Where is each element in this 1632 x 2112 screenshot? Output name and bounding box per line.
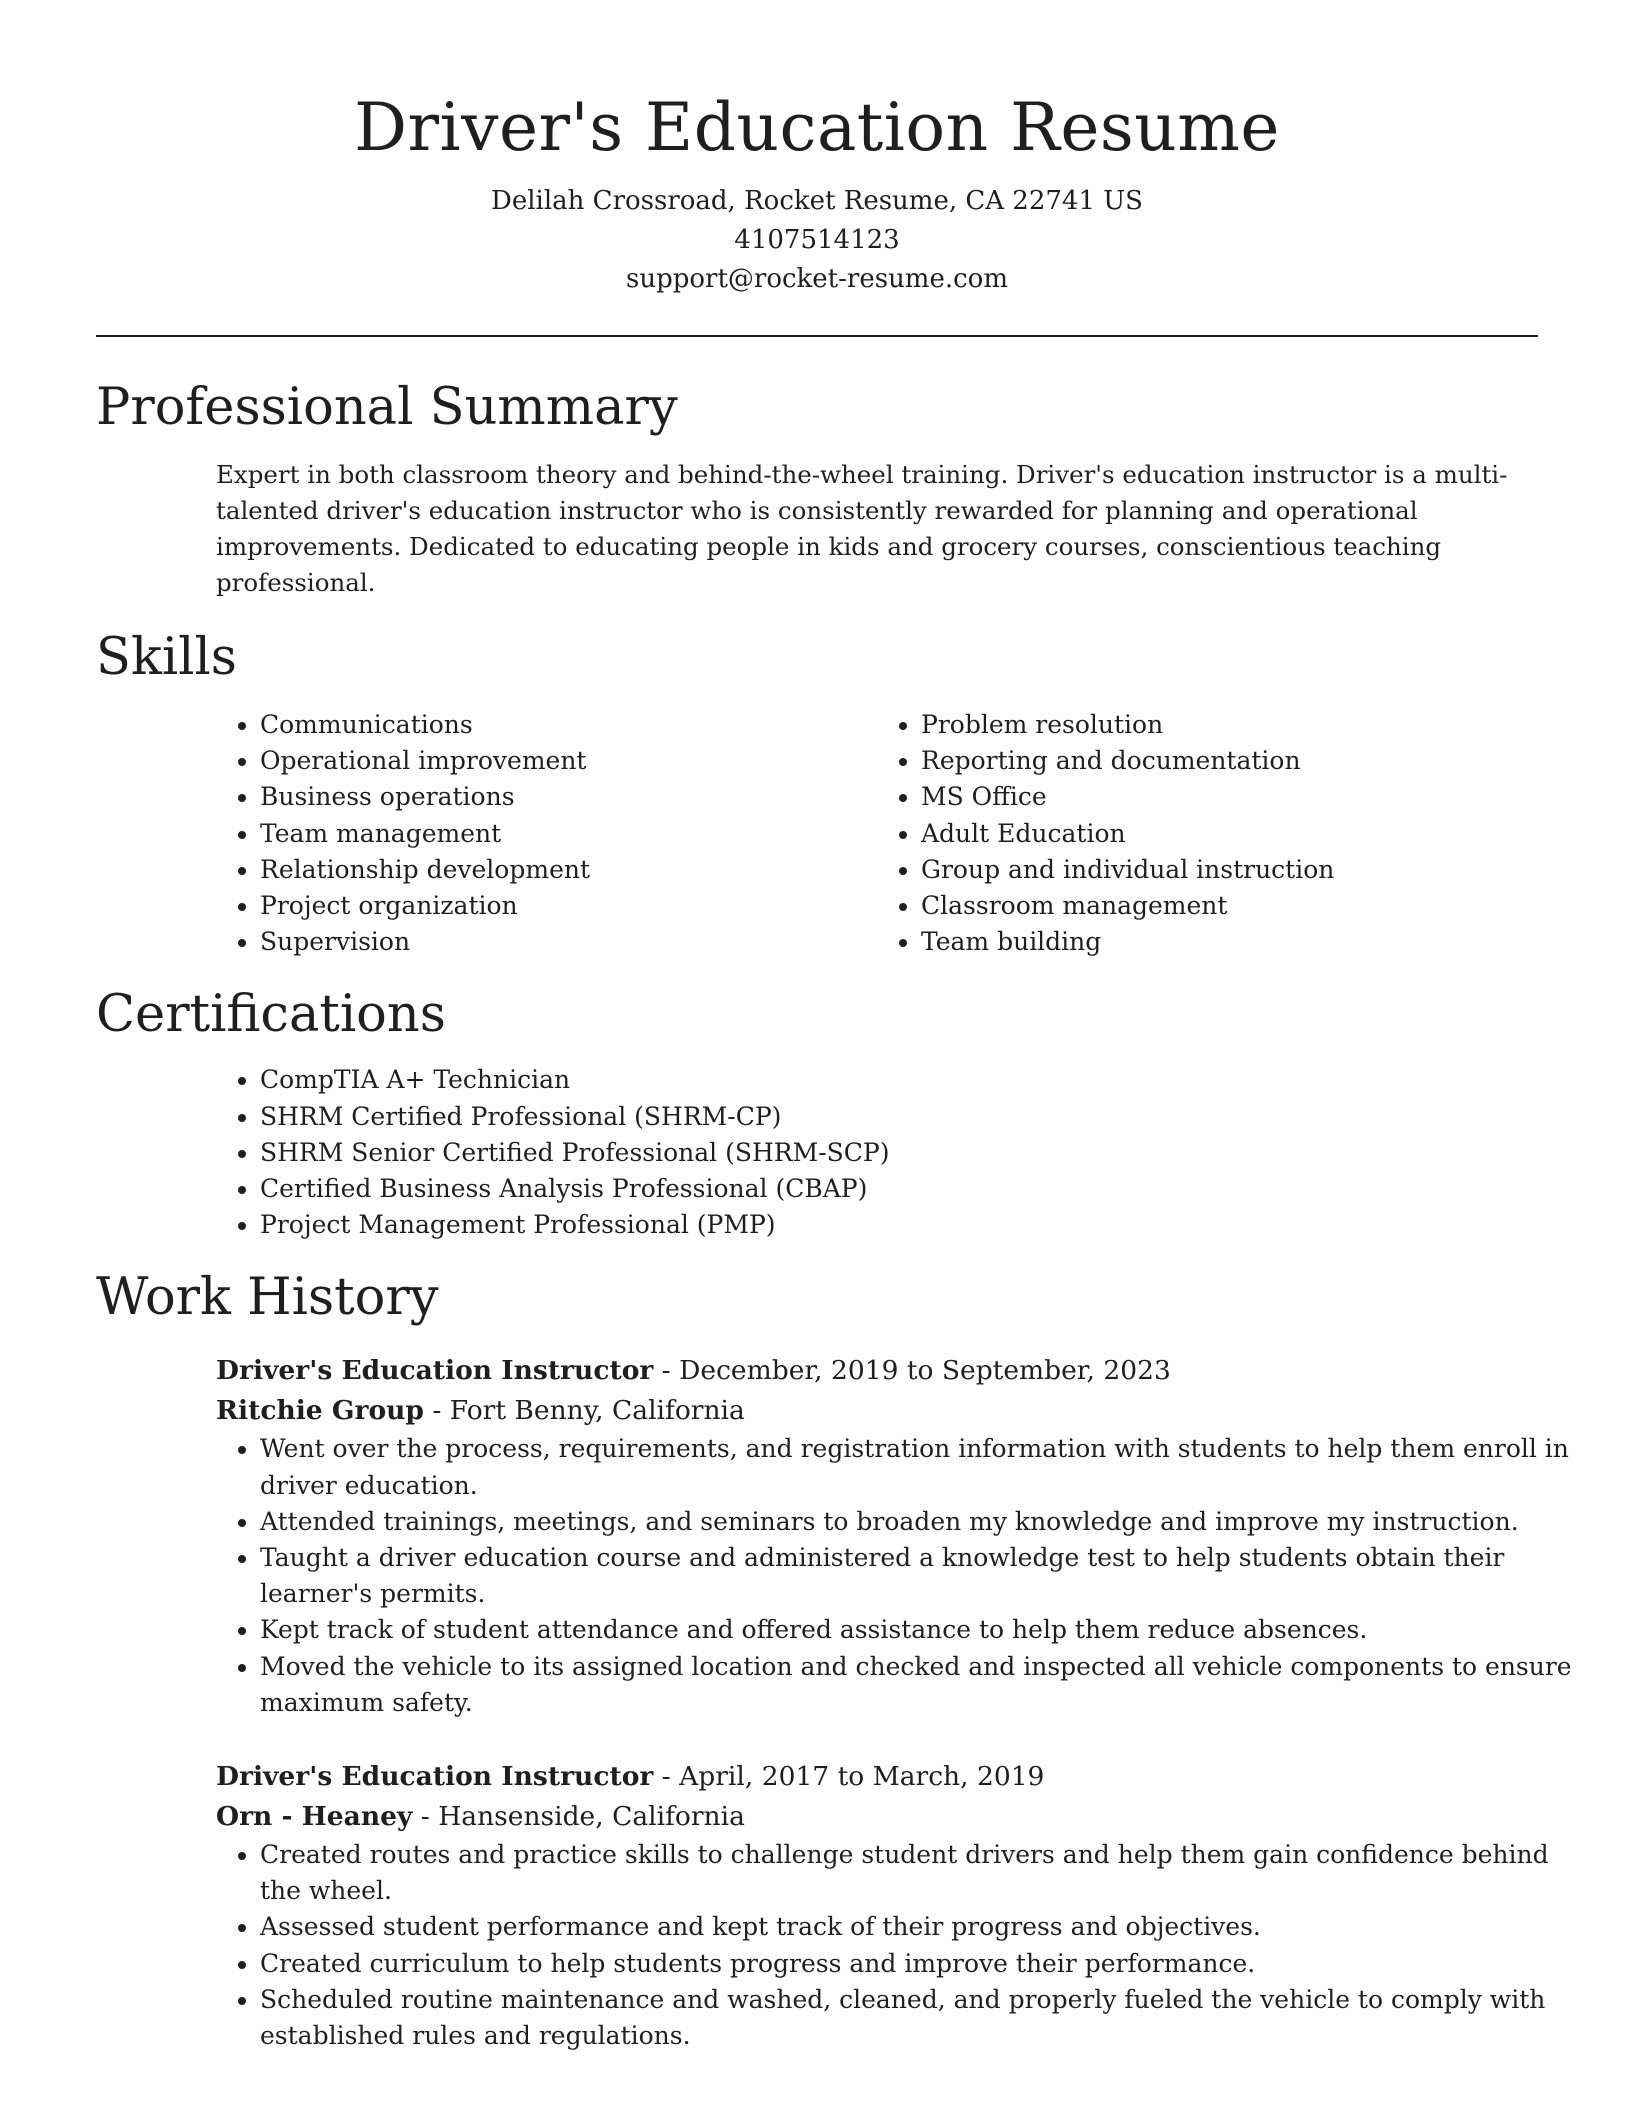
contact-email: support@rocket-resume.com <box>625 264 1008 294</box>
skill-item: • Communications <box>260 707 877 743</box>
contact-block <box>96 182 1538 299</box>
job-duty: • Moved the vehicle to its assigned location and checked and inspected all vehicle components to ensure maximum safety. <box>260 1649 1582 1721</box>
job-location: Fort Benny, California <box>449 1395 745 1427</box>
skill-item: • Relationship development <box>260 852 877 888</box>
header-divider <box>96 335 1538 337</box>
job-company: Ritchie Group <box>216 1395 424 1427</box>
job-role: Driver's Education Instructor <box>216 1355 654 1387</box>
job-company-line <box>216 1391 1538 1431</box>
job-separator: - <box>432 1395 450 1427</box>
skill-item: • Operational improvement <box>260 743 877 779</box>
skill-item: • Classroom management <box>921 888 1538 924</box>
summary-heading: Professional Summary <box>96 378 678 437</box>
resume-page <box>96 0 1572 2054</box>
skills-heading: Skills <box>96 628 237 687</box>
certification-item: • CompTIA A+ Technician <box>260 1062 1538 1098</box>
certifications-list <box>216 1062 1538 1243</box>
job-duty: • Kept track of student attendance and offered assistance to help them reduce absences. <box>260 1612 1582 1648</box>
job-separator: - <box>661 1761 680 1793</box>
job-title-line <box>216 1351 1538 1391</box>
summary-text: Expert in both classroom theory and behind-the-wheel training. Driver's education instructor is a multi-talented driver's education instructor who is consistently rewarded for planning and operational improvements. Dedicated to educating people in kids and grocery courses, conscientious teaching professional. <box>216 460 1508 597</box>
skill-item: • MS Office <box>921 779 1538 815</box>
resume-title: Driver's Education Resume <box>354 89 1280 166</box>
job-duty: • Created routes and practice skills to challenge student drivers and help them gain confidence behind the wheel. <box>260 1837 1582 1909</box>
skill-item: • Team management <box>260 816 877 852</box>
contact-phone: 4107514123 <box>734 225 900 255</box>
resume-header <box>96 0 1538 299</box>
job-entry <box>216 1757 1549 2054</box>
job-role: Driver's Education Instructor <box>216 1761 654 1793</box>
job-title-line <box>216 1757 1538 1797</box>
job-duty: • Assessed student performance and kept track of their progress and objectives. <box>260 1909 1582 1945</box>
job-separator: - <box>420 1801 439 1833</box>
job-duties-list <box>216 1837 1582 2054</box>
job-duty: • Scheduled routine maintenance and washed, cleaned, and properly fueled the vehicle to comply with established rules and regulations. <box>260 1982 1582 2054</box>
job-duty: • Attended trainings, meetings, and seminars to broaden my knowledge and improve my instruction. <box>260 1504 1582 1540</box>
certifications-block <box>216 1062 1538 1243</box>
skills-columns <box>216 707 1538 960</box>
skill-item: • Adult Education <box>921 816 1538 852</box>
skill-item: • Reporting and documentation <box>921 743 1538 779</box>
contact-address: Delilah Crossroad, Rocket Resume, CA 22741 US <box>490 186 1143 216</box>
certification-item: • SHRM Certified Professional (SHRM-CP) <box>260 1099 1538 1135</box>
job-dates: December, 2019 to September, 2023 <box>679 1355 1171 1387</box>
skill-item: • Team building <box>921 924 1538 960</box>
skill-item: • Supervision <box>260 924 877 960</box>
job-dates: April, 2017 to March, 2019 <box>679 1761 1045 1793</box>
certifications-heading: Certifications <box>96 985 446 1045</box>
skills-right-list <box>877 707 1538 960</box>
skill-item: • Group and individual instruction <box>921 852 1538 888</box>
skill-item: • Business operations <box>260 779 877 815</box>
job-location: Hansenside, California <box>438 1801 745 1833</box>
job-separator: - <box>661 1355 680 1387</box>
job-company-line <box>216 1797 1538 1837</box>
certification-item: • Certified Business Analysis Professional (CBAP) <box>260 1171 1538 1207</box>
job-duty: • Created curriculum to help students progress and improve their performance. <box>260 1946 1582 1982</box>
job-entry <box>216 1351 1572 1721</box>
skill-item: • Problem resolution <box>921 707 1538 743</box>
certification-item: • SHRM Senior Certified Professional (SHRM-SCP) <box>260 1135 1538 1171</box>
certification-item: • Project Management Professional (PMP) <box>260 1207 1538 1243</box>
work-history-heading: Work History <box>96 1268 439 1328</box>
job-company: Orn - Heaney <box>216 1801 413 1833</box>
job-duties-list <box>216 1431 1582 1721</box>
skills-left-list <box>216 707 877 960</box>
job-duty: • Taught a driver education course and administered a knowledge test to help students obtain their learner's permits. <box>260 1540 1582 1612</box>
job-duty: • Went over the process, requirements, and registration information with students to help them enroll in driver education. <box>260 1431 1582 1503</box>
skill-item: • Project organization <box>260 888 877 924</box>
